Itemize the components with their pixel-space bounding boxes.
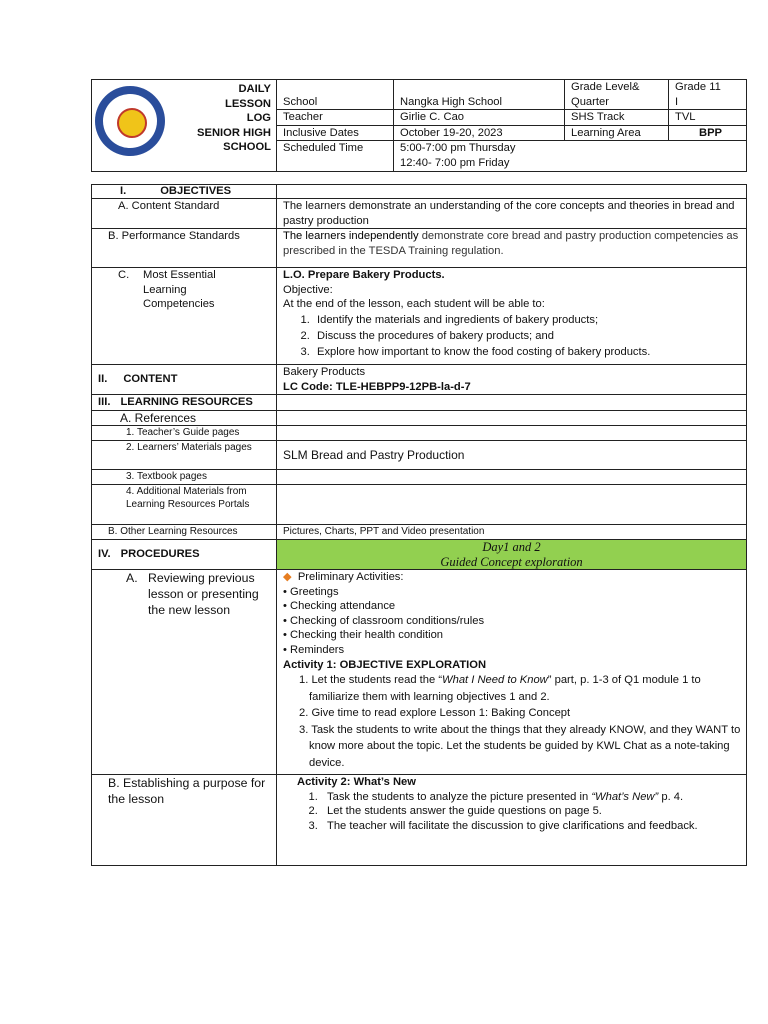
objective-label: Objective: [283,283,333,296]
other-resources-value: Pictures, Charts, PPT and Video presentation [277,525,747,540]
textbook-label: 3. Textbook pages [92,470,277,485]
header-title [92,80,277,172]
reviewing-label: A. Reviewing previous lesson or presenting the new lesson [92,570,277,775]
track-label: SHS Track [565,110,669,126]
grade-label: Grade Level& Quarter [565,80,669,110]
activity-1-list [283,672,746,771]
title-line: LESSON [224,97,271,110]
time-value: 5:00-7:00 pm Thursday 12:40- 7:00 pm Friday [394,141,747,172]
list-item: • Reminders [283,643,746,658]
title-line: DAILY [238,83,271,95]
area-value: BPP [669,125,747,141]
day-banner [277,540,747,570]
lesson-table [91,184,747,866]
list-item: • Greetings [283,585,746,600]
additional-materials-label: 4. Additional Materials from Learning Resources Portals [92,485,277,525]
teacher-label: Teacher [277,110,394,126]
list-item: 1. Let the students read the “What I Need to Know” part, p. 1-3 of Q1 module 1 to familiarize them with learning objectives 1 and 2. [299,674,701,703]
objective-list [283,312,746,360]
list-item: • Checking attendance [283,599,746,614]
establishing-purpose-content [277,775,747,866]
dates-label: Inclusive Dates [277,125,394,141]
content-standard-label: A. Content Standard [92,199,277,229]
melc-text [277,268,747,365]
list-item: 3. Task the students to write about the things that they already KNOW, and they WANT to know more about the topic. Let the students be guided by KWL Chat as a note-taking device. [299,723,741,769]
title-line: SENIOR HIGH [197,126,271,139]
lc-code: LC Code: TLE-HEBPP9-12PB-la-d-7 [283,380,471,393]
objectives-heading: I. OBJECTIVES [92,185,277,199]
activity-1-title: Activity 1: OBJECTIVE EXPLORATION [283,658,487,671]
preliminary-activities: ◆ Preliminary Activities: [283,571,404,583]
learners-materials-value: SLM Bread and Pastry Production [277,441,747,470]
procedures-heading: IV. PROCEDURES [92,540,277,570]
list-item: 1. Task the students to analyze the picture presented in “What’s New” p. 4. [321,790,746,805]
objective-intro: At the end of the lesson, each student will be able to: [283,298,545,310]
list-item: • Checking of classroom conditions/rules [283,614,746,629]
preliminary-list [283,585,746,658]
list-item: 2. Let the students answer the guide questions on page 5. [321,804,746,819]
school-label: School [277,80,394,110]
list-item: 2. Discuss the procedures of bakery products; and [313,328,746,344]
teacher-value: Girlie C. Cao [394,110,565,126]
header-table [91,79,747,172]
day-subtitle: Guided Concept exploration [440,554,583,569]
content-standard-text: The learners demonstrate an understanding of the core concepts and theories in bread and pastry production [277,199,747,229]
grade-value: Grade 11 I [669,80,747,110]
list-item: 3. Explore how important to know the food costing of bakery products. [313,344,746,360]
school-value: Nangka High School [394,80,565,110]
content-text: Bakery Products LC Code: TLE-HEBPP9-12PB-la-d-7 [277,365,747,395]
learners-materials-label: 2. Learners’ Materials pages [92,441,277,470]
title-line: LOG [246,112,271,124]
time-label: Scheduled Time [277,141,394,172]
references-label: A. References [92,410,277,426]
establishing-purpose-label: B. Establishing a purpose for the lesson [92,775,277,866]
day-title: Day1 and 2 [482,540,541,554]
resources-heading: III. LEARNING RESOURCES [92,395,277,411]
reviewing-content [277,570,747,775]
performance-standards-label: B. Performance Standards [92,229,277,268]
content-heading: II. CONTENT [92,365,277,395]
learning-outcome: L.O. Prepare Bakery Products. [283,269,445,281]
list-item: 1. Identify the materials and ingredients of bakery products; [313,312,746,328]
activity-2-list [297,790,746,834]
dates-value: October 19-20, 2023 [394,125,565,141]
list-item: 3. The teacher will facilitate the discussion to give clarifications and feedback. [321,819,746,834]
title-line: SCHOOL [223,141,271,153]
other-resources-label: B. Other Learning Resources [92,525,277,540]
arrow-icon: ◆ [283,571,292,583]
performance-standards-text: The learners independently demonstrate core bread and pastry production competencies as prescribed in the TESDA Training regulation. [277,229,747,268]
list-item: 2. Give time to read explore Lesson 1: Baking Concept [299,707,571,720]
activity-2-title: Activity 2: What’s New [297,776,416,788]
teachers-guide-label: 1. Teacher’s Guide pages [92,426,277,441]
area-label: Learning Area [565,125,669,141]
melc-label: C. Most Essential Learning Competencies [92,268,277,365]
track-value: TVL [669,110,747,126]
list-item: • Checking their health condition [283,628,746,643]
